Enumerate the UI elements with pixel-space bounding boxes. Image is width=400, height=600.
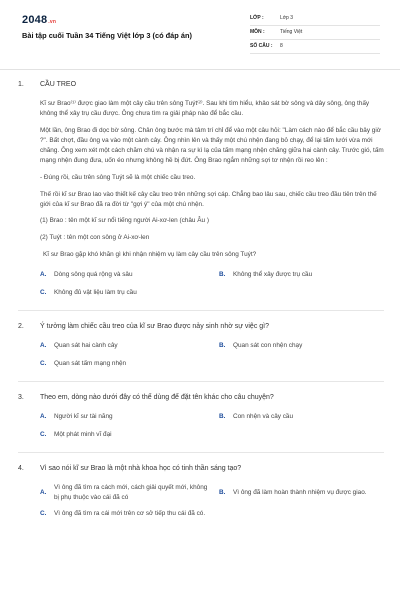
site-logo[interactable] xyxy=(22,13,56,29)
meta-row-count xyxy=(250,40,380,54)
option-letter: B. xyxy=(219,413,226,421)
option-letter: C. xyxy=(40,360,47,368)
option-letter: C. xyxy=(40,289,47,297)
divider xyxy=(18,381,384,382)
meta-table xyxy=(250,12,380,54)
option-a[interactable] xyxy=(40,270,213,280)
option-text: Người kĩ sư tài năng xyxy=(54,413,113,421)
option-text: Vì ông đã làm hoàn thành nhiệm vụ được giao. xyxy=(233,489,367,497)
question-number: 4. xyxy=(18,465,24,473)
option-b[interactable] xyxy=(219,483,392,503)
meta-label: SỐ CÂU : xyxy=(250,42,273,49)
question-title: Theo em, dòng nào dưới đây có thể dùng để đặt tên khác cho câu chuyện? xyxy=(40,394,274,402)
meta-value: 8 xyxy=(280,42,283,49)
question-block xyxy=(18,393,384,453)
option-a[interactable] xyxy=(40,483,213,503)
option-b[interactable] xyxy=(219,412,392,422)
option-text: Không đủ vật liệu làm trụ cầu xyxy=(54,289,137,297)
question-number: 1. xyxy=(18,81,24,88)
divider xyxy=(18,452,384,453)
passage-paragraph: Thế rồi kĩ sư Brao lao vào thiết kế cây cầu treo trên những sợi cáp. Chẳng bao lâu sau, chiếc cầu treo đầu tiên trên thế giới của kĩ sư Brao đã ra đời từ "gợi ý" của một chú nhện. xyxy=(40,190,377,208)
option-letter: B. xyxy=(219,489,226,497)
meta-value: Lớp 3 xyxy=(280,14,294,21)
passage-paragraph: Một lần, ông Brao đi dọc bờ sông. Chân ông bước mà tâm trí chỉ để vào một câu hỏi: "Làm cách nào để bắc cầu bây giờ ?". Bất chợt, đầu ông va vào một cành cây. Ông nhìn lên và thấy một chú nhện đang bỏ chạy, để lại tấm lưới vừa mới chăng. Ông xem xét một cách chăm chú và nhận ra sự kì lạ của tấm mạng nhện chăng giữa hai cành cây. Trước gió, tấm mạng nhện đung đưa, uốn éo nhưng không hề bị đứt. Ông Brao ngắm những sợi tơ nhện rồi reo lên : xyxy=(40,126,384,164)
options xyxy=(40,341,384,369)
option-letter: C. xyxy=(40,510,47,517)
question-block xyxy=(18,322,384,382)
footnote: (1) Brao : tên một kĩ sư nổi tiếng người Ai-xơ-len (châu Âu ) xyxy=(40,217,209,225)
question-number: 3. xyxy=(18,394,24,402)
option-text: Quan sát con nhện chạy xyxy=(233,342,303,350)
option-c[interactable] xyxy=(40,288,213,298)
option-letter: A. xyxy=(40,413,47,421)
option-letter: A. xyxy=(40,489,47,497)
option-letter: A. xyxy=(40,271,47,279)
option-c[interactable] xyxy=(40,430,213,440)
header xyxy=(0,0,400,70)
passage-paragraph: - Đúng rồi, cầu trên sông Tuýt sẽ là một chiếc cầu treo. xyxy=(40,173,196,181)
question-title: Ý tưởng làm chiếc cầu treo của kĩ sư Brao được nảy sinh nhờ sự việc gì? xyxy=(40,323,270,331)
option-text: Quan sát tấm mạng nhện xyxy=(54,360,127,368)
option-c[interactable] xyxy=(40,509,213,519)
question-block xyxy=(18,464,384,519)
options xyxy=(40,412,384,440)
option-letter: B. xyxy=(219,342,226,350)
question-list xyxy=(18,80,384,519)
option-letter: B. xyxy=(219,271,226,279)
option-text: Dòng sông quá rộng và sâu xyxy=(54,271,133,279)
option-text: Vì ông đã tìm ra cái mới trên cơ sở tiếp thu cái đã có. xyxy=(54,510,206,517)
meta-row-subject xyxy=(250,26,380,40)
passage-paragraph: Kĩ sư Brao⁽¹⁾ được giao làm một cây cầu trên sông Tuýt⁽²⁾. Sau khi tìm hiểu, khảo sát bờ sông và dây sông, ông thấy không thể xây trụ cầu được. Ông chưa tìm ra giải pháp nào để bắc cầu. xyxy=(40,100,370,118)
option-letter: A. xyxy=(40,342,47,350)
question-number: 2. xyxy=(18,323,24,331)
document-title: Bài tập cuối Tuần 34 Tiếng Việt lớp 3 (có đáp án) xyxy=(22,31,192,40)
question-block xyxy=(18,80,384,311)
option-text: Không thể xây được trụ cầu xyxy=(233,271,313,279)
options xyxy=(40,270,384,298)
footnote: (2) Tuýt : tên một con sông ở Ai-xơ-len xyxy=(40,234,150,242)
option-text: Con nhện và cây cầu xyxy=(233,413,294,421)
option-a[interactable] xyxy=(40,412,213,422)
logo-main: 2048 xyxy=(22,14,48,26)
option-letter: C. xyxy=(40,431,47,439)
question-prompt: Kĩ sư Brao gặp khó khăn gì khi nhận nhiệm vụ làm cây cầu trên sông Tuýt? xyxy=(43,251,257,259)
meta-label: MÔN : xyxy=(250,28,265,35)
question-title: Vì sao nói kĩ sư Brao là một nhà khoa học có tinh thần sáng tạo? xyxy=(40,465,242,473)
option-text: Quan sát hai cành cây xyxy=(54,342,118,350)
logo-suffix: .vn xyxy=(48,19,57,25)
option-b[interactable] xyxy=(219,270,392,280)
option-c[interactable] xyxy=(40,359,213,369)
meta-label: LỚP : xyxy=(250,14,264,21)
option-b[interactable] xyxy=(219,341,392,351)
option-text: Vì ông đã tìm ra cách mới, cách giải quyết mới, không bị phụ thuộc vào cái đã có xyxy=(54,484,208,502)
question-title: CẦU TREO xyxy=(40,81,77,88)
divider xyxy=(18,310,384,311)
meta-value: Tiếng Việt xyxy=(280,28,303,35)
option-text: Một phát minh vĩ đại xyxy=(54,431,112,439)
option-a[interactable] xyxy=(40,341,213,351)
options xyxy=(40,483,384,519)
meta-row-class xyxy=(250,12,380,26)
